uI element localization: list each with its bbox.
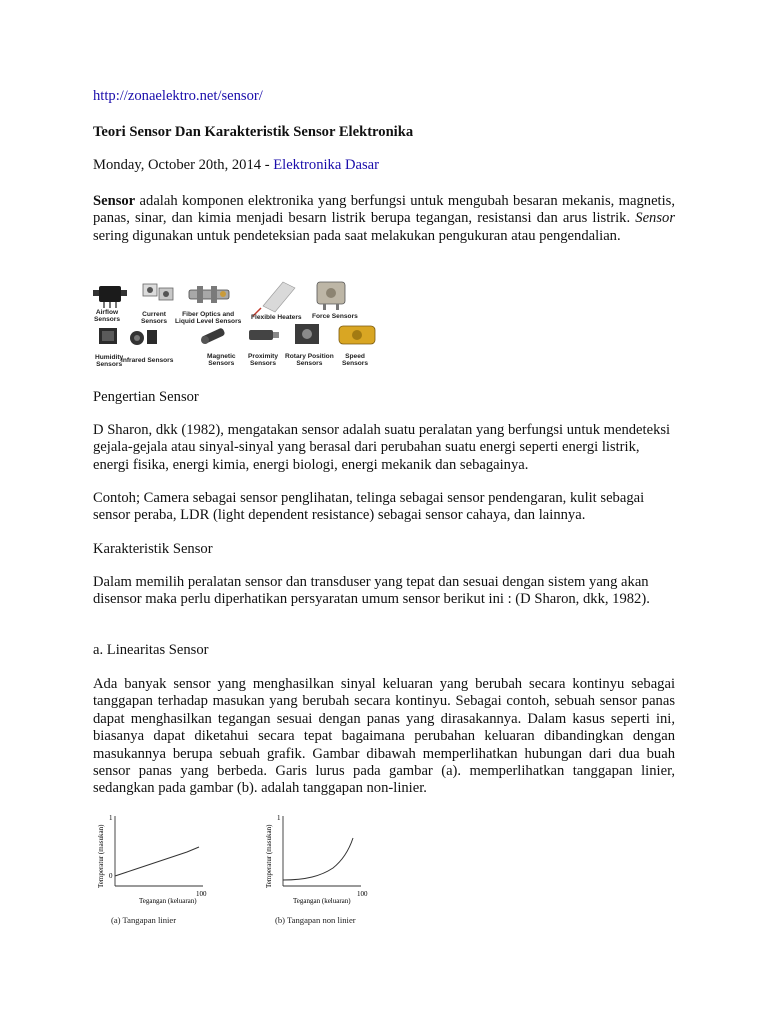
magnetic-sensor-icon <box>200 327 225 344</box>
paragraph-linearitas: Ada banyak sensor yang menghasilkan sinyal keluaran yang berubah secara kontinyu sebagai tanggapan terhadap masukan yang berubah secara kontinyu. Sebagai contoh, sebuah sensor panas dapat menghasilkan tegangan sesuai dengan panas yang dirasakannya. Dalam kasus seperti ini, biasanya dapat diketahui secara tepat bagaimana perubahan keluaran dibandingkan dengan masukannya berupa sebuah grafik. Gambar dibawah memperlihatkan hubungan dari dua buah sensor panas yang berbeda. Garis lurus pada gambar (a). memperlihatkan tanggapan linier, sedangkan pada gambar (b). adalah tanggapan non-linier. <box>93 676 675 797</box>
graph-a-caption: (a) Tangapan linier <box>111 915 177 925</box>
section-heading-pengertian: Pengertian Sensor <box>93 389 199 405</box>
current-sensor-icon <box>143 284 173 300</box>
graph-b-curve <box>283 838 353 880</box>
caption-current-sensors <box>141 311 167 326</box>
caption-airflow-sensors <box>94 309 120 324</box>
graph-nonlinear-svg <box>261 810 391 910</box>
infrared-sensor-icon <box>130 330 157 345</box>
caption-proximity-sensors <box>248 353 278 368</box>
proximity-sensor-icon <box>249 330 279 340</box>
intro-italic-term: Sensor <box>635 210 675 227</box>
caption-speed-sensors <box>342 353 368 368</box>
graph-linear-svg <box>93 810 223 910</box>
fiber-optic-sensor-icon <box>189 286 229 303</box>
graph-a-y-label: Temperatur (masukan) <box>97 824 105 888</box>
intro-paragraph <box>93 193 675 245</box>
caption-force-text: Force Sensors <box>312 313 358 320</box>
graph-nonlinear <box>261 810 391 930</box>
graph-b-caption: (b) Tangapan non linier <box>275 915 356 925</box>
humidity-sensor-icon <box>99 328 117 344</box>
caption-magnetic-text: Magnetic Sensors <box>207 353 236 368</box>
graph-linear <box>93 810 223 930</box>
caption-rotary-text: Rotary Position Sensors <box>285 353 334 368</box>
paragraph-karakteristik: Dalam memilih peralatan sensor dan transduser yang tepat dan sesuai dengan sistem yang akan disensor maka perlu diperhatikan persyaratan umum sensor berikut ini : (D Sharon, dkk, 1982). <box>93 574 650 608</box>
caption-magnetic-sensors <box>207 353 236 368</box>
intro-text-1: adalah komponen elektronika yang berfungsi untuk mengubah besaran mekanis, magnetis, panas, sinar, dan kimia menjadi besarn listrik berupa tegangan, resistansi dan arus listrik. <box>93 193 675 227</box>
graph-b-x-tick-right: 100 <box>357 890 368 898</box>
category-link[interactable]: Elektronika Dasar <box>273 157 379 173</box>
article-date: Monday, October 20th, 2014 - <box>93 157 274 173</box>
caption-current-text: Current Sensors <box>141 311 168 326</box>
caption-infrared-sensors <box>121 357 173 364</box>
caption-flexible-heaters <box>251 314 302 321</box>
graph-b-x-label: Tegangan (keluaran) <box>293 897 351 905</box>
intro-text-2: sering digunakan untuk pendeteksian pada saat melakukan pengukuran atau pengendalian. <box>93 227 621 244</box>
article-meta <box>93 157 675 174</box>
rotary-position-sensor-icon <box>295 324 319 344</box>
graph-b-y-tick-top: 1 <box>277 814 281 822</box>
graph-b-y-label: Temperatur (masukan) <box>265 824 273 888</box>
caption-flexible-text: Flexible Heaters <box>251 314 302 321</box>
intro-bold-term: Sensor <box>93 193 136 209</box>
caption-humidity-sensors <box>95 354 123 369</box>
caption-fiber-optics <box>175 311 241 326</box>
graph-a-y-tick-bottom: 0 <box>109 872 113 880</box>
flexible-heater-icon <box>253 282 295 316</box>
section-heading-karakteristik: Karakteristik Sensor <box>93 541 213 557</box>
graph-a-x-label: Tegangan (keluaran) <box>139 897 197 905</box>
caption-proximity-text: Proximity Sensors <box>248 353 279 368</box>
caption-speed-text: Speed Sensors <box>342 353 369 368</box>
caption-airflow-text: Airflow Sensors <box>94 309 121 324</box>
graph-a-y-tick-top: 1 <box>109 814 113 822</box>
sub-heading-linearitas: a. Linearitas Sensor <box>93 642 209 658</box>
airflow-sensor-icon <box>93 286 127 308</box>
graph-a-x-tick-right: 100 <box>196 890 207 898</box>
graph-a-linear-line <box>115 847 199 876</box>
caption-rotary-sensors <box>285 353 334 368</box>
sensor-collage-image <box>93 276 383 372</box>
speed-sensor-icon <box>339 326 375 344</box>
caption-humidity-text: Humidity Sensors <box>95 354 124 369</box>
caption-infrared-text: Infrared Sensors <box>121 357 174 364</box>
force-sensor-icon <box>317 282 345 310</box>
source-url-link[interactable]: http://zonaelektro.net/sensor/ <box>93 88 263 104</box>
paragraph-contoh: Contoh; Camera sebagai sensor penglihatan, telinga sebagai sensor pendengaran, kulit sebagai sensor peraba, LDR (light dependent resistance) sebagai sensor cahaya, dan lainnya. <box>93 490 645 524</box>
caption-fiber-text: Fiber Optics and Liquid Level Sensors <box>175 311 242 326</box>
caption-force-sensors <box>312 313 358 320</box>
paragraph-pengertian: D Sharon, dkk (1982), mengatakan sensor adalah suatu peralatan yang berfungsi untuk mendeteksi gejala-gejala atau sinyal-sinyal yang berasal dari perubahan suatu energi seperti energi listrik, energi fisika, energi kimia, energi biologi, energi mekanik dan sebagainya. <box>93 422 671 473</box>
article-title: Teori Sensor Dan Karakteristik Sensor Elektronika <box>93 124 414 140</box>
